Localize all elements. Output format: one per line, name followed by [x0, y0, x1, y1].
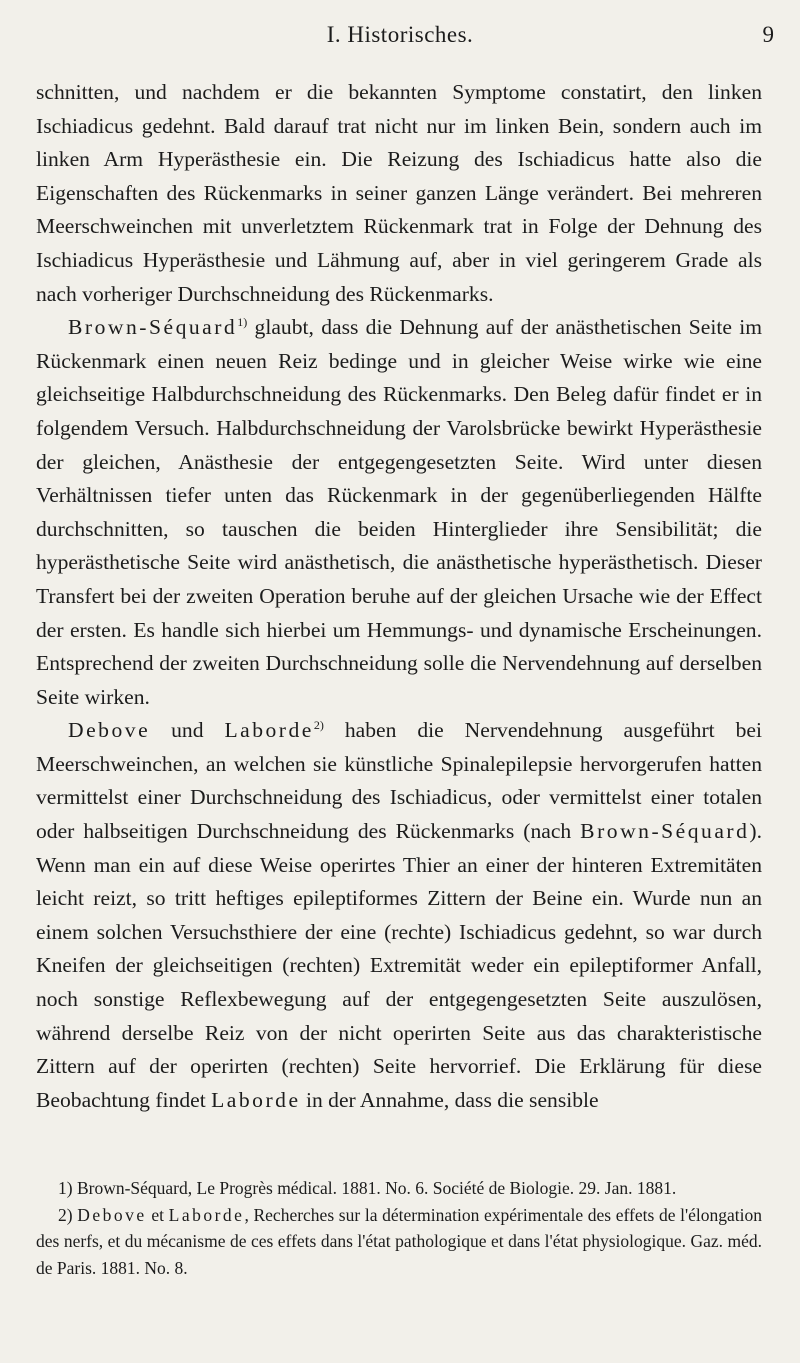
paragraph-3-text-part1: haben die Nervendehnung ausgeführt bei Meerschweinchen, an welchen sie künstliche Spinalepilepsie hervorgerufen hatten vermittelst einer Durchschneidung des Ischiadicus, oder vermittelst einer totalen oder halbseitigen Durchschneidung des Rückenmarks (nach: [36, 718, 762, 844]
paragraph-1: [36, 76, 762, 311]
footnote-2: [36, 1202, 762, 1282]
paragraph-2: [36, 311, 762, 714]
paragraph-3-text-part2: ). Wenn man ein auf diese Weise operirtes Thier an einer der hinteren Extremitäten leicht reizt, so tritt heftiges epileptiformes Zittern der Beine ein. Wurde nun an einem solchen Versuchsthiere der eine (rechte) Ischiadicus gedehnt, so war durch Kneifen der gleichseitigen (rechten) Extremität weder ein epileptiformer Anfall, noch sonstige Reflexbewegung auf der entgegengesetzten Seite auszulösen, während derselbe Reiz von der nicht operirten Seite aus das charakteristische Zittern auf der operirten (rechten) Seite hervorrief. Die Erklärung für diese Beobachtung findet: [36, 819, 762, 1112]
paragraph-2-text: glaubt, dass die Dehnung auf der anästhetischen Seite im Rückenmark einen neuen Reiz bedinge und in gleicher Weise wirke wie eine gleichseitige Halbdurchschneidung des Rückenmarks. Den Beleg dafür findet er in folgendem Versuch. Halbdurchschneidung der Varolsbrücke bewirkt Hyperästhesie der gleichen, Anästhesie der entgegengesetzten Seite. Wird unter diesen Verhältnissen tiefer unten das Rückenmark in der gegenüberliegenden Hälfte durchschnitten, so tauschen die beiden Hinterglieder ihre Sensibilität; die hyperästhetische Seite wird anästhetisch, die anästhetische hyperästhetisch. Dieser Transfert bei der zweiten Operation beruhe auf der gleichen Ursache wie der Effect der ersten. Es handle sich hierbei um Hemmungs- und dynamische Erscheinungen. Entsprechend der zweiten Durchschneidung solle die Nervendehnung auf derselben Seite wirken.: [36, 315, 762, 709]
author-connector: und: [150, 718, 225, 743]
footnote-1: [36, 1175, 762, 1202]
running-head: I. Historisches.: [326, 22, 474, 47]
author-name: Laborde: [224, 718, 314, 743]
footnote-ref: 1): [237, 314, 248, 329]
footnotes: [36, 1175, 762, 1281]
footnote-marker: 2): [58, 1204, 73, 1225]
page-header: [0, 16, 800, 56]
author-name: Brown-Séquard: [580, 819, 750, 844]
author-name: Laborde: [211, 1087, 301, 1112]
author-name: Brown-Séquard: [68, 315, 238, 340]
paragraph-1-text: schnitten, und nachdem er die bekannten Symptome constatirt, den linken Ischiadicus gedehnt. Bald darauf trat nicht nur im linken Bein, sondern auch im linken Arm Hyperästhesie ein. Die Reizung des Ischiadicus hatte also die Eigenschaften des Rückenmarks in seiner ganzen Länge verändert. Bei mehreren Meerschweinchen mit unverletztem Rückenmark trat in Folge der Dehnung des Ischiadicus Hyperästhesie und Lähmung auf, aber in viel geringerem Grade als nach vorheriger Durchschneidung des Rückenmarks.: [36, 80, 762, 306]
body-text: [36, 76, 762, 1117]
footnote-author: Brown-Séquard: [76, 1178, 188, 1198]
footnote-text: , Le Progrès médical. 1881. No. 6. Société de Biologie. 29. Jan. 1881.: [187, 1178, 677, 1198]
author-name: Debove: [68, 718, 151, 743]
author-connector: et: [146, 1204, 169, 1225]
footnote-ref: 2): [313, 718, 324, 733]
footnote-author: Debove: [77, 1204, 147, 1225]
footnote-marker: 1): [58, 1178, 73, 1198]
page-number: 9: [762, 22, 774, 47]
footnote-author: Laborde: [168, 1204, 245, 1225]
paragraph-3: [36, 714, 762, 1117]
paragraph-3-text-part3: in der Annahme, dass die sensible: [300, 1087, 599, 1112]
footnote-text: , Recherches sur la détermination expérimentale des effets de l'élongation des nerfs, et du mécanisme de ces effets dans l'état pathologique et dans l'état physiologique. Gaz. méd. de Paris. 1881. No. 8.: [36, 1204, 763, 1278]
